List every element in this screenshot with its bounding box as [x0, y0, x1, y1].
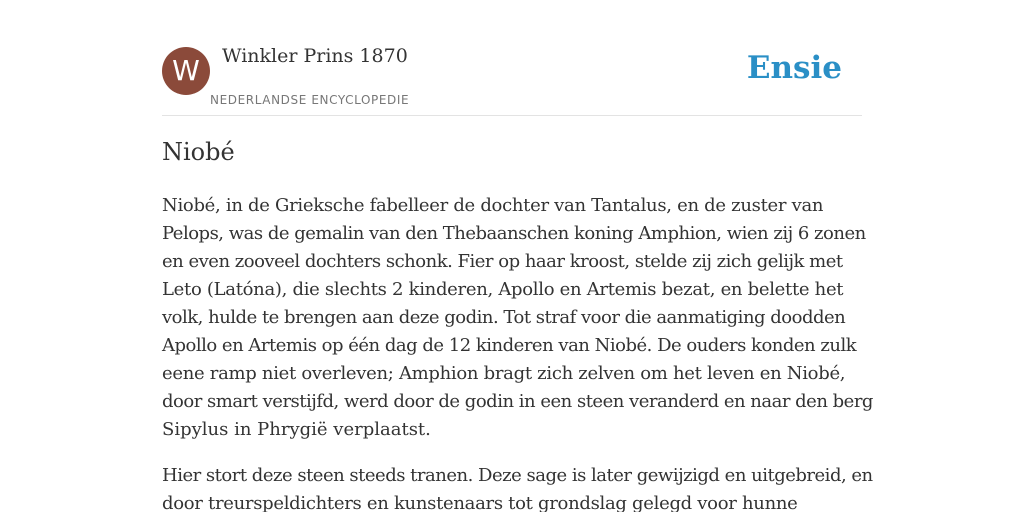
paragraph-2: [162, 462, 873, 512]
source-title-link[interactable]: Winkler Prins 1870: [222, 45, 408, 67]
text-line: Leto (Latóna), die slechts 2 kinderen, Apollo en Artemis bezat, en belette het: [162, 279, 844, 300]
text-line: volk, hulde te brengen aan deze godin. Tot straf voor die aanmatiging doodden: [162, 307, 846, 328]
text-line: door treurspeldichters en kunstenaars tot grondslag gelegd voor hunne: [162, 493, 798, 512]
text-line: Sipylus in Phrygië verplaatst.: [162, 419, 431, 440]
text-line: door smart verstijfd, werd door de godin in een steen veranderd en naar den berg: [162, 391, 873, 412]
brand-logo-link[interactable]: Ensie: [746, 50, 842, 86]
text-line: Apollo en Artemis op één dag de 12 kinderen van Niobé. De ouders konden zulk: [162, 335, 857, 356]
entry-body: [162, 192, 873, 512]
source-subtitle: NEDERLANDSE ENCYCLOPEDIE: [210, 93, 410, 107]
avatar[interactable]: W: [162, 47, 210, 95]
entry-title: Niobé: [162, 138, 235, 166]
text-line: eene ramp niet overleven; Amphion bragt zich zelven om het leven en Niobé,: [162, 363, 846, 384]
text-line: Hier stort deze steen steeds tranen. Deze sage is later gewijzigd en uitgebreid, en: [162, 465, 873, 486]
text-line: en even zooveel dochters schonk. Fier op haar kroost, stelde zij zich gelijk met: [162, 251, 843, 272]
text-line: Niobé, in de Grieksche fabelleer de dochter van Tantalus, en de zuster van: [162, 195, 824, 216]
paragraph-1: [162, 192, 873, 444]
page: [162, 0, 873, 512]
header: [162, 0, 862, 116]
text-line: Pelops, was de gemalin van den Thebaanschen koning Amphion, wien zij 6 zonen: [162, 223, 866, 244]
